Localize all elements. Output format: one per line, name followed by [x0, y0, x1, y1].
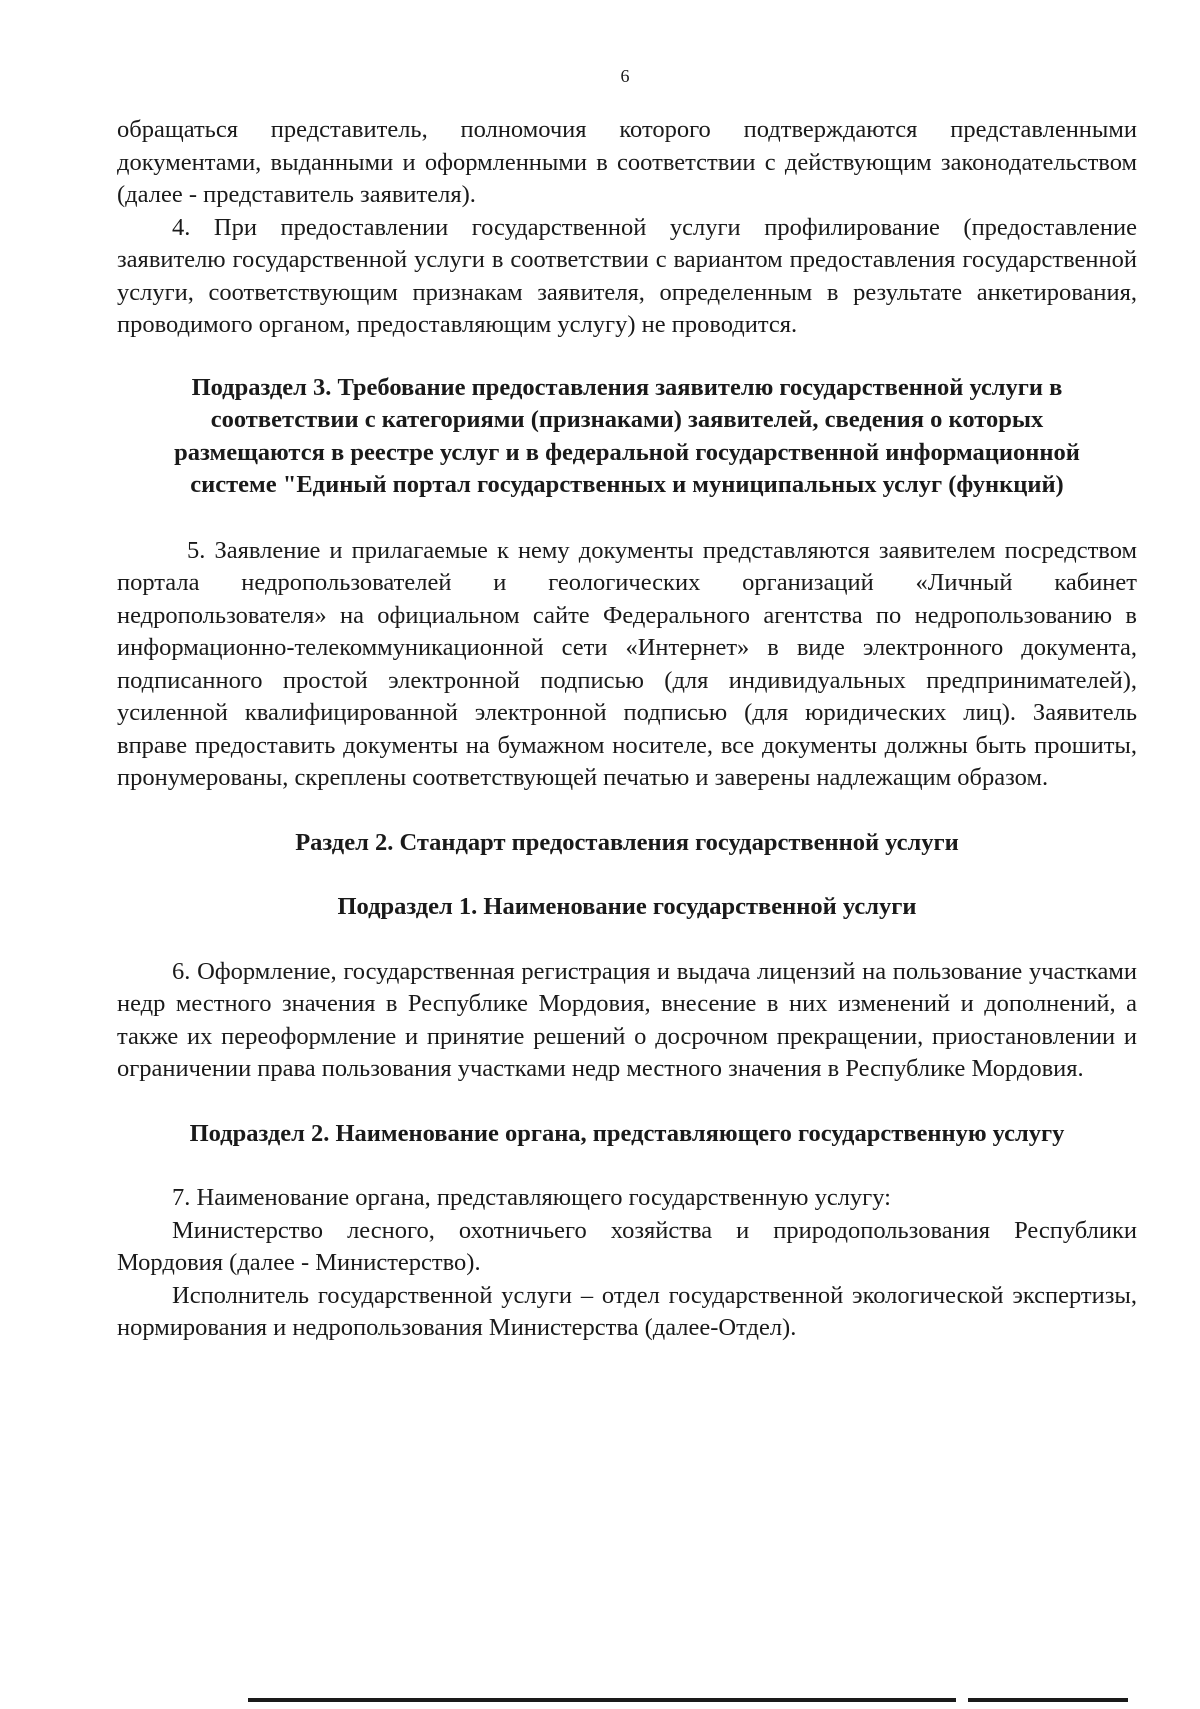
page-number: 6 [620, 66, 630, 86]
paragraph-7-executor: Исполнитель государственной услуги – отдел государственной экологической экспертизы, нормирования и недропользования Министерства (далее-Отдел). [117, 1281, 1137, 1341]
heading-subsection-2: Подраздел 2. Наименование органа, представляющего государственную услугу [189, 1119, 1065, 1147]
heading-subsection-1: Подраздел 1. Наименование государственной услуги [337, 893, 917, 920]
scan-edge-line-right [968, 1698, 1128, 1702]
scan-edge-line [248, 1698, 956, 1702]
paragraph-4: 4. При предоставлении государственной услуги профилирование (предоставление заявителю государственной услуги в соответствии с вариантом предоставления государственной услуги, соответствующим признакам заявителя, определенным в результате анкетирования, проводимого органом, предоставляющим услугу) не проводится. [117, 213, 1137, 338]
heading-subsection-3: Подраздел 3. Требование предоставления заявителю государственной услуги в соответствии с категориями (признаками) заявителей, сведения о которых размещаются в реестре услуг и в федеральной государственной информационной системе "Единый портал государственных и муниципальных услуг (функций) [174, 373, 1080, 498]
paragraph-6: 6. Оформление, государственная регистрация и выдача лицензий на пользование участками недр местного значения в Республике Мордовия, внесение в них изменений и дополнений, а также их переоформление и принятие решений о досрочном прекращении, приостановлении и ограничении права пользования участками недр местного значения в Республике Мордовия. [117, 957, 1137, 1082]
paragraph-7-ministry: Министерство лесного, охотничьего хозяйства и природопользования Республики Мордовия (далее - Министерство). [117, 1216, 1137, 1276]
paragraph-continuation: обращаться представитель, полномочия которого подтверждаются представленными документами, выданными и оформленными в соответствии с действующим законодательством (далее - представитель заявителя). [117, 116, 1137, 208]
paragraph-5: 5. Заявление и прилагаемые к нему документы представляются заявителем посредством портала недропользователей и геологических организаций «Личный кабинет недропользователя» на официальном сайте Федерального агентства по недропользованию в информационно-телекоммуникационной сети «Интернет» в виде электронного документа, подписанного простой электронной подписью (для индивидуальных предпринимателей), усиленной квалифицированной электронной подписью (для юридических лиц). Заявитель вправе предоставить документы на бумажном носителе, все документы должны быть прошиты, пронумерованы, скреплены соответствующей печатью и заверены надлежащим образом. [117, 536, 1137, 791]
heading-section-2: Раздел 2. Стандарт предоставления государственной услуги [295, 828, 959, 856]
paragraph-7: 7. Наименование органа, представляющего государственную услугу: [172, 1184, 891, 1211]
document-body [117, 114, 1137, 1345]
